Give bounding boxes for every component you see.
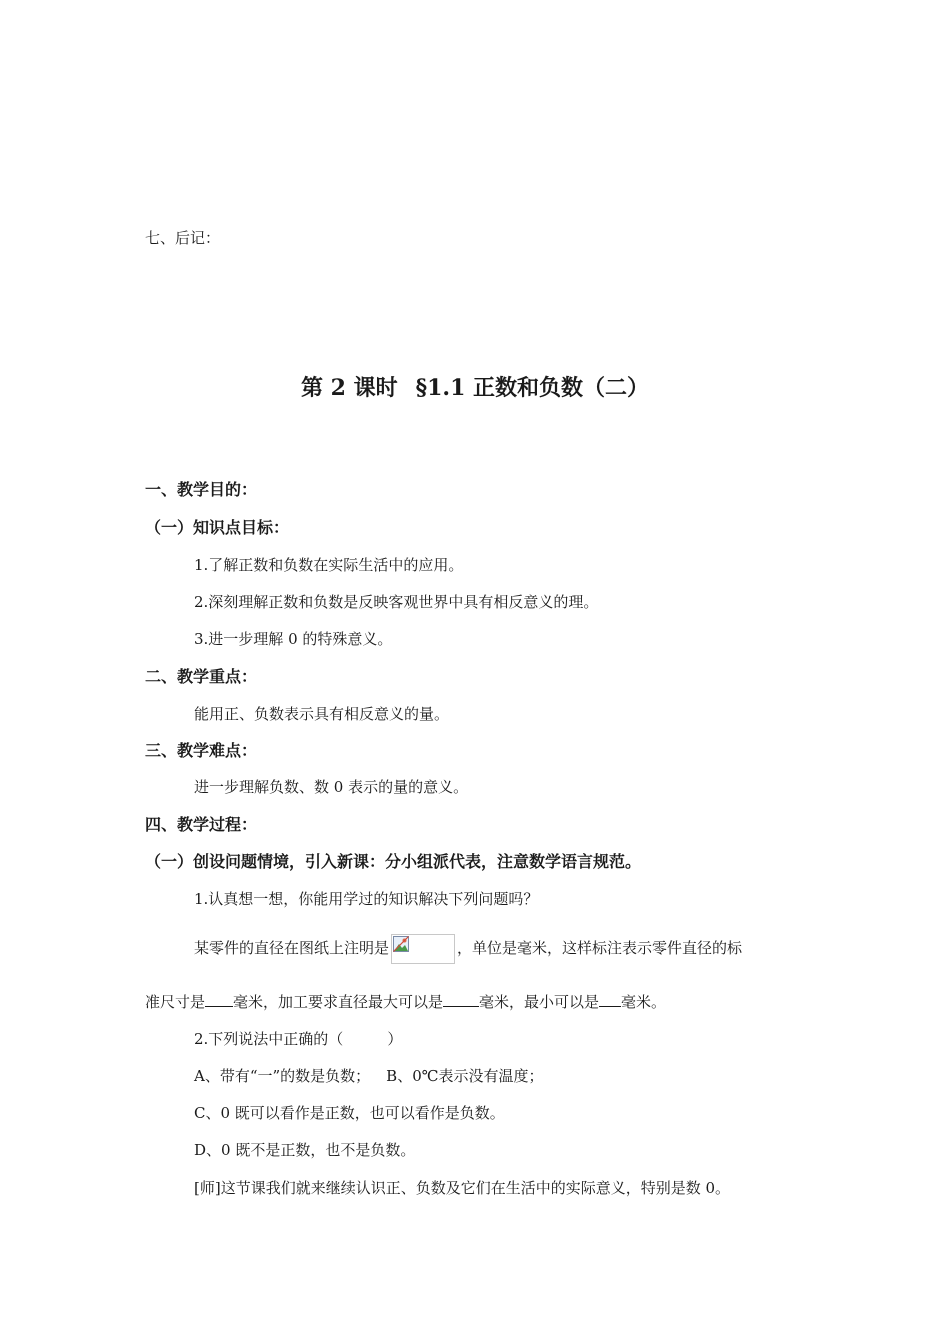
lesson-title-period: 第 2 课时 bbox=[300, 375, 398, 401]
question-2-text: 2.下列说法中正确的（ bbox=[194, 1030, 344, 1048]
key-points-text: 能用正、负数表示具有相反意义的量。 bbox=[194, 705, 450, 723]
lesson-title bbox=[0, 371, 950, 402]
question-1: 1.认真想一想，你能用学过的知识解决下列问题吗？ bbox=[194, 890, 539, 908]
answer-blank-min bbox=[599, 992, 621, 1007]
question-2 bbox=[194, 1029, 402, 1049]
question-1-text-line-2 bbox=[145, 992, 666, 1012]
broken-image-icon bbox=[393, 936, 409, 952]
options-a-b bbox=[194, 1066, 544, 1086]
lesson-title-topic: §1.1 正数和负数（二） bbox=[415, 375, 650, 401]
teacher-remark: [师]这节课我们就来继续认识正、负数及它们在生活中的实际意义，特别是数 0。 bbox=[194, 1179, 731, 1197]
section-difficulties: 三、教学难点： bbox=[145, 741, 258, 760]
afterword-heading: 七、后记： bbox=[145, 229, 221, 247]
q1-line1-start: 某零件的直径在图纸上注明是 bbox=[194, 939, 390, 957]
answer-blank-max bbox=[443, 992, 479, 1007]
section-teaching-goals: 一、教学目的： bbox=[145, 480, 258, 499]
q1-line2-part-b: 毫米，加工要求直径最大可以是 bbox=[233, 993, 444, 1011]
goal-item-3: 3.进一步理解 0 的特殊意义。 bbox=[194, 630, 393, 648]
tolerance-image bbox=[391, 934, 455, 964]
q1-line1-end: ，单位是毫米，这样标注表示零件直径的标 bbox=[457, 939, 743, 957]
section-teaching-process: 四、教学过程： bbox=[145, 815, 258, 834]
q1-line2-part-c: 毫米，最小可以是 bbox=[479, 993, 600, 1011]
question-2-close-paren: ） bbox=[387, 1030, 403, 1048]
q1-line2-part-d: 毫米。 bbox=[621, 993, 667, 1011]
goal-item-2: 2.深刻理解正数和负数是反映客观世界中具有相反意义的理。 bbox=[194, 593, 599, 611]
question-1-text-line-1 bbox=[194, 933, 742, 964]
option-d: D、0 既不是正数，也不是负数。 bbox=[194, 1141, 416, 1159]
option-c: C、0 既可以看作是正数，也可以看作是负数。 bbox=[194, 1104, 505, 1122]
subsection-problem-situation: （一）创设问题情境，引入新课：分小组派代表，注意数学语言规范。 bbox=[145, 852, 642, 871]
section-key-points: 二、教学重点： bbox=[145, 667, 258, 686]
option-a: A、带有“一”的数是负数； bbox=[194, 1067, 371, 1085]
difficulties-text: 进一步理解负数、数 0 表示的量的意义。 bbox=[194, 778, 469, 796]
subsection-knowledge-goals: （一）知识点目标： bbox=[145, 518, 290, 537]
goal-item-1: 1.了解正数和负数在实际生活中的应用。 bbox=[194, 556, 464, 574]
option-b: B、0℃表示没有温度； bbox=[386, 1067, 544, 1085]
q1-line2-part-a: 准尺寸是 bbox=[145, 993, 206, 1011]
answer-blank-standard bbox=[205, 992, 233, 1007]
